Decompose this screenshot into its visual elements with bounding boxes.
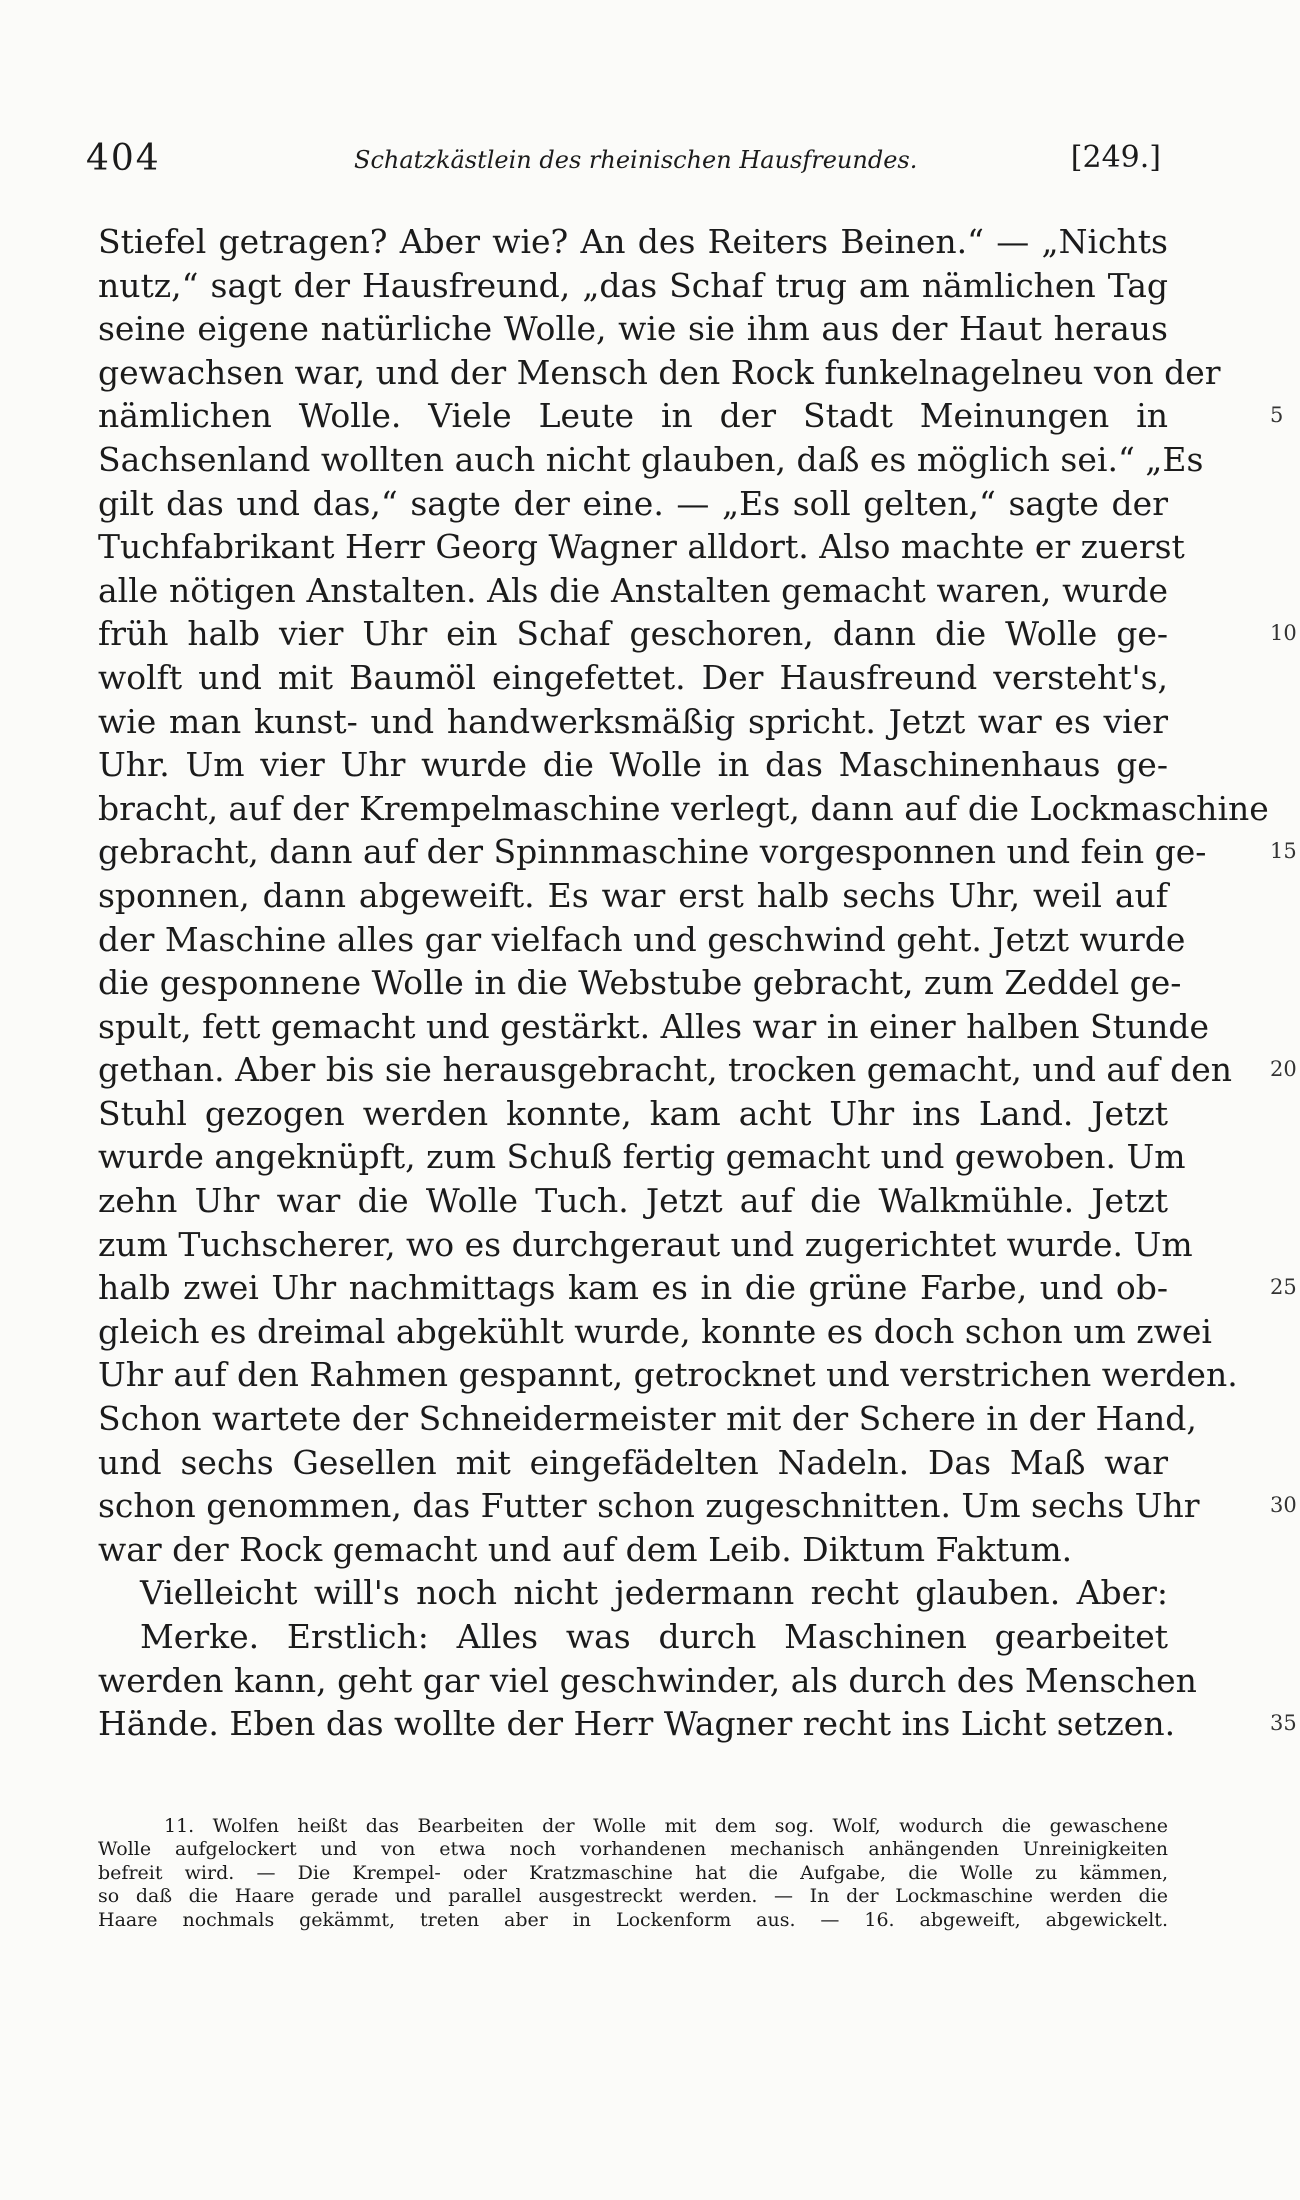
body-text (98, 220, 1297, 1746)
line-number: 10 (1270, 621, 1297, 646)
footnote-line: so daß die Haare gerade und parallel ausgestreckt werden. — In der Lockmaschine werden die (98, 1885, 1168, 1908)
text-line: der Maschine alles gar vielfach und geschwind geht. Jetzt wurde (98, 919, 1186, 959)
text-line: bracht, auf der Krempelmaschine verlegt, dann auf die Lockmaschine (98, 788, 1269, 828)
footnote-line: Haare nochmals gekämmt, treten aber in Lockenform aus. — 16. abgeweift, abgewickelt. (98, 1908, 1168, 1931)
text-line: nutz,“ sagt der Hausfreund, „das Schaf trug am nämlichen Tag (98, 265, 1168, 305)
text-line: gewachsen war, und der Mensch den Rock funkelnagelneu von der (98, 352, 1221, 392)
text-line: seine eigene natürliche Wolle, wie sie ihm aus der Haut heraus (98, 309, 1168, 349)
text-line: Merke. Erstlich: Alles was durch Maschinen gearbeitet (140, 1617, 1168, 1656)
page-number: 404 (86, 138, 161, 179)
text-line: war der Rock gemacht und auf dem Leib. Diktum Faktum. (98, 1529, 1073, 1569)
line-number: 5 (1270, 403, 1284, 428)
footnotes (98, 1815, 1168, 1932)
text-line: schon genommen, das Futter schon zugeschnitten. Um sechs Uhr (98, 1486, 1200, 1526)
text-line: gleich es dreimal abgekühlt wurde, konnte es doch schon um zwei (98, 1311, 1212, 1351)
text-line: Uhr auf den Rahmen gespannt, getrocknet und verstrichen werden. (98, 1355, 1238, 1395)
text-line: alle nötigen Anstalten. Als die Anstalten gemacht waren, wurde (98, 570, 1168, 610)
line-number: 35 (1270, 1711, 1297, 1736)
line-number: 15 (1270, 839, 1297, 864)
line-number: 30 (1270, 1493, 1297, 1518)
line-number: 20 (1270, 1057, 1297, 1082)
running-head: Schatzkästlein des rheinischen Hausfreundes. (354, 146, 918, 174)
text-line: früh halb vier Uhr ein Schaf geschoren, dann die Wolle ge- (98, 614, 1168, 654)
text-line: die gesponnene Wolle in die Webstube gebracht, zum Zeddel ge- (98, 963, 1182, 1003)
text-line: Vielleicht will's noch nicht jedermann recht glauben. Aber: (140, 1573, 1168, 1613)
text-line: wolft und mit Baumöl eingefettet. Der Hausfreund versteht's, (98, 657, 1168, 697)
text-line: und sechs Gesellen mit eingefädelten Nadeln. Das Maß war (98, 1442, 1168, 1482)
footnote-line: 11. Wolfen heißt das Bearbeiten der Wolle mit dem sog. Wolf, wodurch die gewaschene (164, 1815, 1168, 1837)
page-header (86, 138, 1161, 188)
text-line: Tuchfabrikant Herr Georg Wagner alldort. Also machte er zuerst (98, 527, 1185, 567)
text-line: sponnen, dann abgeweift. Es war erst halb sechs Uhr, weil auf (98, 875, 1168, 915)
text-line: zehn Uhr war die Wolle Tuch. Jetzt auf die Walkmühle. Jetzt (98, 1181, 1168, 1221)
text-line: Stuhl gezogen werden konnte, kam acht Uhr ins Land. Jetzt (98, 1093, 1168, 1133)
text-line: Hände. Eben das wollte der Herr Wagner recht ins Licht setzen. (98, 1704, 1176, 1744)
sheet-mark: [249.] (1070, 140, 1161, 175)
text-line: zum Tuchscherer, wo es durchgeraut und zugerichtet wurde. Um (98, 1224, 1193, 1264)
footnote-line: Wolle aufgelockert und von etwa noch vorhandenen mechanisch anhängenden Unreinigkeiten (98, 1838, 1168, 1861)
text-line: wie man kunst- und handwerksmäßig spricht. Jetzt war es vier (98, 701, 1168, 741)
text-line: Sachsenland wollten auch nicht glauben, daß es möglich sei.“ „Es (98, 439, 1204, 479)
text-line: gebracht, dann auf der Spinnmaschine vorgesponnen und fein ge- (98, 832, 1207, 872)
text-line: gilt das und das,“ sagte der eine. — „Es soll gelten,“ sagte der (98, 483, 1168, 523)
text-line: halb zwei Uhr nachmittags kam es in die grüne Farbe, und ob- (98, 1268, 1168, 1308)
footnote-line: befreit wird. — Die Krempel- oder Kratzmaschine hat die Aufgabe, die Wolle zu kämmen, (98, 1861, 1168, 1884)
text-line: gethan. Aber bis sie herausgebracht, trocken gemacht, und auf den (98, 1050, 1232, 1090)
text-line: Stiefel getragen? Aber wie? An des Reiters Beinen.“ — „Nichts (98, 222, 1168, 261)
text-line: wurde angeknüpft, zum Schuß fertig gemacht und gewoben. Um (98, 1137, 1186, 1177)
text-line: spult, fett gemacht und gestärkt. Alles war in einer halben Stunde (98, 1006, 1210, 1046)
text-line: Schon wartete der Schneidermeister mit der Schere in der Hand, (98, 1399, 1197, 1439)
line-number: 25 (1270, 1275, 1297, 1300)
text-line: werden kann, geht gar viel geschwinder, als durch des Menschen (98, 1660, 1197, 1700)
text-line: Uhr. Um vier Uhr wurde die Wolle in das Maschinenhaus ge- (98, 745, 1168, 785)
text-line: nämlichen Wolle. Viele Leute in der Stadt Meinungen in (98, 396, 1168, 436)
